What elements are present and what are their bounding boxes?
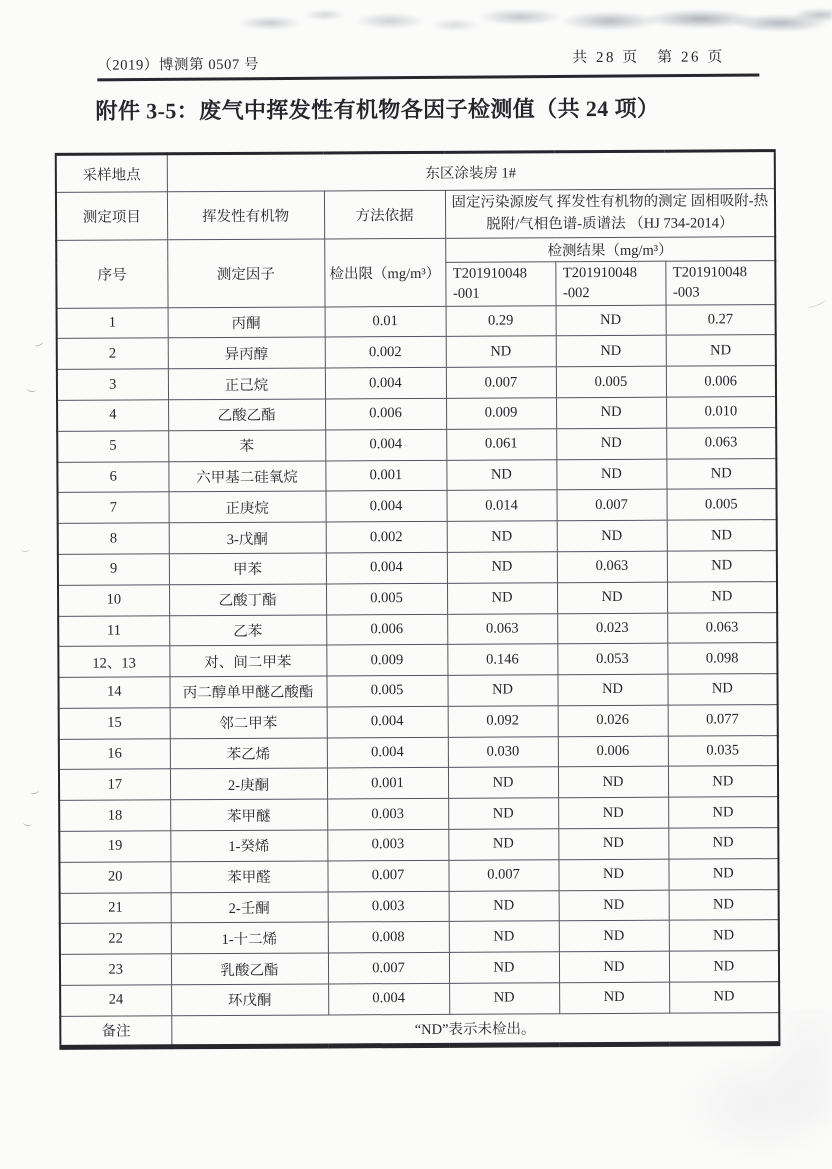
factor-cell: 丙酮 <box>168 307 325 339</box>
factor-cell: 2-壬酮 <box>171 892 328 924</box>
result-cell-3: 0.063 <box>667 612 777 643</box>
factor-cell: 苯乙烯 <box>170 738 327 770</box>
table-row <box>59 704 778 739</box>
result-cell-3: ND <box>666 335 776 366</box>
result-cell-2: ND <box>559 921 669 952</box>
result-cell-2: ND <box>557 674 667 705</box>
seq-cell: 15 <box>59 708 170 739</box>
factor-cell: 环戊酮 <box>171 984 328 1016</box>
factor-cell: 甲苯 <box>169 553 326 585</box>
factor-cell: 乳酸乙酯 <box>171 953 328 985</box>
result-cell-1: ND <box>448 798 558 829</box>
result-cell-3: ND <box>669 920 779 951</box>
result-cell-3: 0.098 <box>667 643 777 674</box>
limit-cell: 0.005 <box>326 675 447 706</box>
limit-cell: 0.004 <box>326 491 447 522</box>
seq-cell: 23 <box>60 954 171 985</box>
seq-cell: 8 <box>58 523 169 554</box>
seq-cell: 21 <box>60 892 171 923</box>
table-row <box>57 366 776 401</box>
table-row <box>57 397 776 432</box>
sample-id-1 <box>445 262 555 306</box>
factor-cell: 2-庚酮 <box>170 768 327 800</box>
sample-id-line2: -001 <box>452 285 480 303</box>
seq-cell: 20 <box>59 862 170 893</box>
factor-cell: 1-十二烯 <box>171 922 328 954</box>
result-cell-1: ND <box>447 552 557 583</box>
factor-cell: 正己烷 <box>168 368 325 400</box>
result-cell-2: ND <box>556 336 666 367</box>
project-value: 挥发性有机物 <box>167 191 324 240</box>
seq-header: 序号 <box>56 240 167 308</box>
result-cell-1: 0.063 <box>447 613 557 644</box>
result-cell-3: ND <box>668 858 778 889</box>
result-cell-1: 0.29 <box>446 305 556 336</box>
limit-header: 检出限（mg/m³） <box>324 238 445 306</box>
result-cell-2: ND <box>558 859 668 890</box>
result-cell-2: ND <box>556 397 666 428</box>
table-row <box>60 951 779 986</box>
result-cell-2: ND <box>557 582 667 613</box>
page-counter: 共 28 页 第 26 页 <box>572 49 725 67</box>
seq-cell: 3 <box>57 369 168 400</box>
result-cell-3: 0.27 <box>666 304 776 335</box>
limit-cell: 0.002 <box>326 521 447 552</box>
sampling-site-value: 东区涂装房 1# <box>167 151 775 192</box>
result-cell-1: 0.092 <box>448 706 558 737</box>
limit-cell: 0.004 <box>327 737 448 768</box>
table-row <box>59 797 778 832</box>
result-cell-1: ND <box>449 952 559 983</box>
sampling-site-label: 采样地点 <box>56 154 167 193</box>
seq-cell: 9 <box>58 554 169 585</box>
table-row <box>58 551 777 586</box>
result-cell-3: ND <box>669 889 779 920</box>
project-label: 测定项目 <box>56 192 167 241</box>
factor-cell: 3-戊酮 <box>169 522 326 554</box>
table-row <box>58 612 777 647</box>
project-method-row <box>56 189 775 241</box>
result-cell-2: ND <box>558 767 668 798</box>
limit-cell: 0.007 <box>327 860 448 891</box>
limit-cell: 0.009 <box>326 645 447 676</box>
limit-cell: 0.008 <box>328 922 449 953</box>
seq-cell: 4 <box>57 400 168 431</box>
seq-cell: 24 <box>60 985 171 1016</box>
header-rule <box>97 74 759 81</box>
result-cell-3: ND <box>667 581 777 612</box>
result-cell-1: 0.009 <box>446 398 556 429</box>
sample-id-3 <box>665 261 775 305</box>
seq-cell: 18 <box>59 800 170 831</box>
table-row <box>60 889 779 924</box>
result-header: 检测结果（mg/m³） <box>445 237 775 263</box>
table-row <box>58 581 777 616</box>
note-value: “ND”表示未检出。 <box>171 1012 779 1046</box>
result-cell-1: ND <box>446 336 556 367</box>
seq-cell: 12、13 <box>58 646 169 677</box>
result-cell-2: 0.063 <box>557 551 667 582</box>
factor-header: 测定因子 <box>167 239 324 307</box>
limit-cell: 0.003 <box>327 829 448 860</box>
result-cell-2: ND <box>556 459 666 490</box>
result-cell-3: ND <box>669 982 779 1013</box>
result-cell-2: 0.005 <box>556 366 666 397</box>
result-cell-1: 0.014 <box>447 490 557 521</box>
sampling-site-row <box>56 151 775 193</box>
limit-cell: 0.003 <box>328 891 449 922</box>
seq-cell: 17 <box>59 769 170 800</box>
factor-cell: 苯 <box>168 430 325 462</box>
seq-cell: 6 <box>57 461 168 492</box>
limit-cell: 0.001 <box>327 768 448 799</box>
result-cell-3: 0.035 <box>668 735 778 766</box>
sample-id-line1: T201910048 <box>672 264 748 281</box>
result-cell-2: 0.023 <box>557 613 667 644</box>
method-value: 固定污染源废气 挥发性有机物的测定 固相吸附-热脱附/气相色谱-质谱法 （HJ 734-2014） <box>445 189 775 239</box>
seq-cell: 2 <box>57 338 168 369</box>
table-row <box>58 643 777 678</box>
limit-cell: 0.004 <box>325 367 446 398</box>
result-cell-1: ND <box>448 829 558 860</box>
result-cell-1: 0.030 <box>448 736 558 767</box>
seq-cell: 19 <box>59 831 170 862</box>
result-cell-2: ND <box>556 428 666 459</box>
result-cell-2: ND <box>559 890 669 921</box>
limit-cell: 0.004 <box>326 552 447 583</box>
doc-number: （2019）博测第 0507 号 <box>97 56 260 74</box>
limit-cell: 0.006 <box>326 614 447 645</box>
result-cell-1: 0.007 <box>448 860 558 891</box>
seq-cell: 1 <box>57 307 168 338</box>
table-row <box>58 520 777 555</box>
table-row <box>59 828 778 863</box>
limit-cell: 0.001 <box>325 460 446 491</box>
table-row <box>59 735 778 770</box>
table-row <box>57 458 776 493</box>
table-row <box>57 304 776 339</box>
table-row <box>58 674 777 709</box>
result-cell-3: ND <box>668 828 778 859</box>
result-cell-2: 0.007 <box>557 489 667 520</box>
seq-cell: 16 <box>59 738 170 769</box>
table-row <box>60 920 779 955</box>
note-row <box>60 1012 779 1047</box>
factor-cell: 乙酸乙酯 <box>168 399 325 431</box>
limit-cell: 0.004 <box>325 429 446 460</box>
results-table <box>55 149 781 1050</box>
factor-cell: 1-癸烯 <box>170 830 327 862</box>
factor-cell: 邻二甲苯 <box>170 707 327 739</box>
result-cell-1: 0.007 <box>446 367 556 398</box>
result-cell-2: ND <box>557 520 667 551</box>
table-row <box>59 766 778 801</box>
result-cell-2: 0.053 <box>557 643 667 674</box>
limit-cell: 0.007 <box>328 953 449 984</box>
limit-cell: 0.004 <box>328 983 449 1014</box>
method-label: 方法依据 <box>324 190 445 239</box>
table-row <box>58 489 777 524</box>
factor-cell: 丙二醇单甲醚乙酸酯 <box>169 676 326 708</box>
result-cell-1: 0.061 <box>446 428 556 459</box>
sample-id-line1: T201910048 <box>562 264 638 282</box>
seq-cell: 7 <box>58 492 169 523</box>
result-cell-2: 0.026 <box>558 705 668 736</box>
limit-cell: 0.005 <box>326 583 447 614</box>
factor-cell: 苯甲醛 <box>170 861 327 893</box>
result-cell-1: ND <box>449 890 559 921</box>
result-cell-3: 0.006 <box>666 366 776 397</box>
seq-cell: 22 <box>60 923 171 954</box>
sample-id-line2: -002 <box>562 285 590 302</box>
result-cell-3: ND <box>667 520 777 551</box>
page-title: 附件 3-5：废气中挥发性有机物各因子检测值（共 24 项） <box>95 95 660 124</box>
limit-cell: 0.004 <box>327 706 448 737</box>
result-cell-3: ND <box>667 674 777 705</box>
result-cell-1: 0.146 <box>447 644 557 675</box>
result-cell-3: 0.005 <box>667 489 777 520</box>
seq-cell: 5 <box>57 431 168 462</box>
limit-cell: 0.006 <box>325 398 446 429</box>
result-cell-1: ND <box>447 521 557 552</box>
result-cell-3: ND <box>668 797 778 828</box>
table-row <box>57 335 776 370</box>
result-cell-1: ND <box>449 921 559 952</box>
factor-cell: 苯甲醚 <box>170 799 327 831</box>
seq-cell: 11 <box>58 615 169 646</box>
result-cell-2: ND <box>556 305 666 336</box>
table-row <box>60 982 779 1017</box>
factor-cell: 异丙醇 <box>168 337 325 369</box>
factor-cell: 乙苯 <box>169 614 326 646</box>
sample-id-line1: T201910048 <box>452 265 528 282</box>
sample-id-2 <box>555 261 665 305</box>
result-cell-1: ND <box>447 582 557 613</box>
result-cell-3: ND <box>667 551 777 582</box>
limit-cell: 0.01 <box>325 306 446 337</box>
factor-cell: 乙酸丁酯 <box>169 584 326 616</box>
result-cell-3: 0.063 <box>666 427 776 458</box>
seq-cell: 10 <box>58 584 169 615</box>
result-cell-3: ND <box>666 458 776 489</box>
result-cell-2: ND <box>558 828 668 859</box>
result-cell-1: ND <box>446 459 556 490</box>
result-cell-3: ND <box>668 766 778 797</box>
result-cell-2: 0.006 <box>558 736 668 767</box>
limit-cell: 0.002 <box>325 337 446 368</box>
result-cell-2: ND <box>559 951 669 982</box>
result-cell-2: ND <box>559 982 669 1013</box>
result-cell-2: ND <box>558 797 668 828</box>
result-cell-1: ND <box>449 983 559 1014</box>
result-cell-3: 0.077 <box>668 704 778 735</box>
limit-cell: 0.003 <box>327 799 448 830</box>
factor-cell: 对、间二甲苯 <box>169 645 326 677</box>
sample-id-line2: -003 <box>672 284 700 301</box>
table-row <box>59 858 778 893</box>
result-cell-1: ND <box>447 675 557 706</box>
factor-cell: 正庚烷 <box>169 491 326 523</box>
result-cell-3: ND <box>669 951 779 982</box>
table-row <box>57 427 776 462</box>
seq-cell: 14 <box>58 677 169 708</box>
result-cell-3: 0.010 <box>666 397 776 428</box>
result-cell-1: ND <box>448 767 558 798</box>
factor-cell: 六甲基二硅氧烷 <box>168 460 325 492</box>
note-label: 备注 <box>60 1016 171 1048</box>
